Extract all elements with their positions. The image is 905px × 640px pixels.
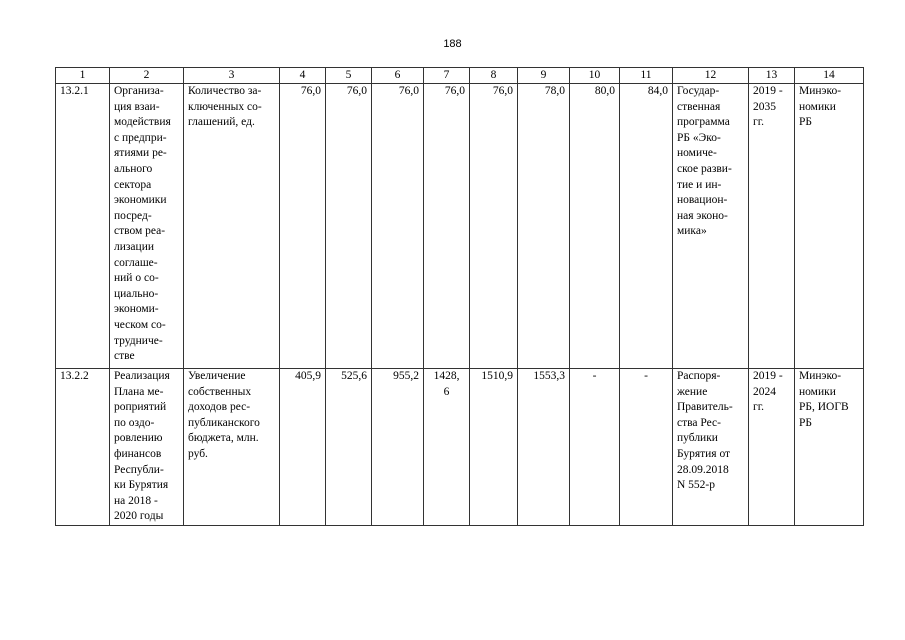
period: 2019 - 2024 гг. xyxy=(749,369,795,526)
value-cell: 78,0 xyxy=(518,84,570,369)
column-number: 13 xyxy=(749,68,795,84)
value-cell: 76,0 xyxy=(470,84,518,369)
item-number: 13.2.2 xyxy=(56,369,110,526)
column-number: 2 xyxy=(110,68,184,84)
column-number: 7 xyxy=(424,68,470,84)
value-cell: - xyxy=(570,369,620,526)
indicator-name: Увеличение собственных доходов рес- публиканского бюджета, млн. руб. xyxy=(184,369,280,526)
column-number: 8 xyxy=(470,68,518,84)
page-number: 188 xyxy=(443,38,462,50)
value-cell: 80,0 xyxy=(570,84,620,369)
value-cell: 84,0 xyxy=(620,84,673,369)
indicator-name: Количество за- ключенных со- глашений, ед. xyxy=(184,84,280,369)
column-number: 10 xyxy=(570,68,620,84)
plan-table xyxy=(55,67,864,526)
value-cell: 955,2 xyxy=(372,369,424,526)
column-number: 14 xyxy=(795,68,864,84)
column-number-row xyxy=(56,68,864,84)
measure-name: Реализация Плана ме- роприятий по оздо- ровлению финансов Республи- ки Бурятия на 2018 - 2020 годы xyxy=(110,369,184,526)
value-cell: 76,0 xyxy=(280,84,326,369)
value-cell: 1510,9 xyxy=(470,369,518,526)
value-cell: 76,0 xyxy=(326,84,372,369)
column-number: 11 xyxy=(620,68,673,84)
column-number: 9 xyxy=(518,68,570,84)
responsible: Минэко- номики РБ, ИОГВ РБ xyxy=(795,369,864,526)
column-number: 6 xyxy=(372,68,424,84)
value-cell: - xyxy=(620,369,673,526)
column-number: 3 xyxy=(184,68,280,84)
value-cell: 1553,3 xyxy=(518,369,570,526)
value-cell: 1428, 6 xyxy=(424,369,470,526)
value-cell: 76,0 xyxy=(424,84,470,369)
value-cell: 405,9 xyxy=(280,369,326,526)
responsible: Минэко- номики РБ xyxy=(795,84,864,369)
table-row xyxy=(56,84,864,369)
measure-name: Организа- ция взаи- модействия с предпри- ятиями ре- ального сектора экономики посред- ством реа- лизации соглаше- ний о со- циально- экономи- ческом со- трудниче- стве xyxy=(110,84,184,369)
period: 2019 - 2035 гг. xyxy=(749,84,795,369)
legal-basis: Распоря- жение Правитель- ства Рес- публики Бурятия от 28.09.2018 N 552-р xyxy=(673,369,749,526)
value-cell: 525,6 xyxy=(326,369,372,526)
item-number: 13.2.1 xyxy=(56,84,110,369)
column-number: 12 xyxy=(673,68,749,84)
legal-basis: Государ- ственная программа РБ «Эко- номиче- ское разви- тие и ин- новацион- ная эконо- мика» xyxy=(673,84,749,369)
column-number: 4 xyxy=(280,68,326,84)
table-row xyxy=(56,369,864,526)
value-cell: 76,0 xyxy=(372,84,424,369)
column-number: 1 xyxy=(56,68,110,84)
column-number: 5 xyxy=(326,68,372,84)
